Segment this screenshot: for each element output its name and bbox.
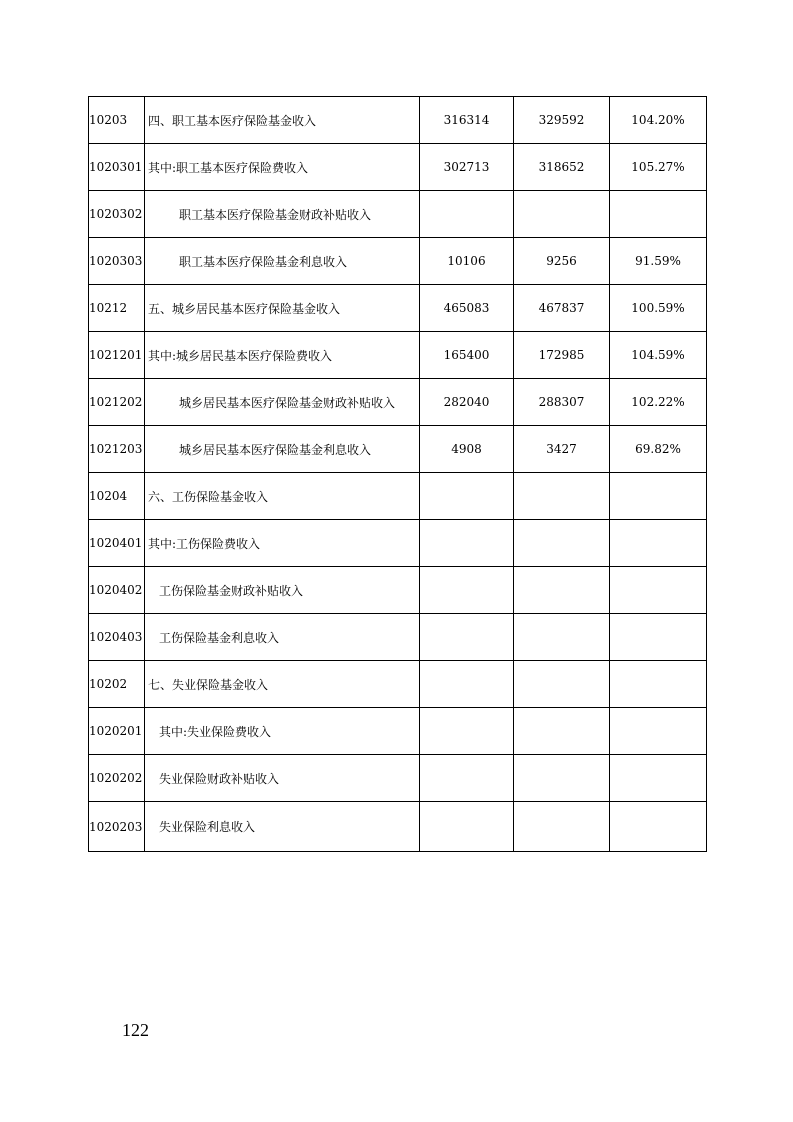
percent-cell [610, 520, 707, 567]
value-2-cell: 467837 [514, 285, 610, 332]
value-1-cell: 465083 [420, 285, 514, 332]
value-1-cell: 10106 [420, 238, 514, 285]
subject-name-cell: 工伤保险基金利息收入 [145, 614, 420, 661]
value-2-cell [514, 708, 610, 755]
value-1-cell [420, 802, 514, 852]
subject-code-cell: 1020301 [89, 144, 145, 191]
subject-name-cell: 职工基本医疗保险基金财政补贴收入 [145, 191, 420, 238]
subject-name-cell: 职工基本医疗保险基金利息收入 [145, 238, 420, 285]
subject-code-cell: 1020302 [89, 191, 145, 238]
value-2-cell: 318652 [514, 144, 610, 191]
table-row [89, 520, 707, 567]
value-1-cell [420, 708, 514, 755]
subject-name-cell: 五、城乡居民基本医疗保险基金收入 [145, 285, 420, 332]
value-2-cell [514, 614, 610, 661]
value-2-cell: 288307 [514, 379, 610, 426]
subject-code-cell: 1020203 [89, 802, 145, 852]
percent-cell [610, 708, 707, 755]
value-1-cell: 316314 [420, 97, 514, 144]
subject-code-cell: 10204 [89, 473, 145, 520]
percent-cell: 104.20% [610, 97, 707, 144]
value-1-cell [420, 191, 514, 238]
subject-code-cell: 10212 [89, 285, 145, 332]
subject-name-cell: 失业保险财政补贴收入 [145, 755, 420, 802]
subject-code-cell: 1020402 [89, 567, 145, 614]
page-number: 122 [122, 1020, 149, 1040]
table-row [89, 97, 707, 144]
subject-code-cell: 1020202 [89, 755, 145, 802]
value-1-cell [420, 520, 514, 567]
table-row [89, 567, 707, 614]
value-2-cell [514, 520, 610, 567]
percent-cell [610, 191, 707, 238]
percent-cell: 102.22% [610, 379, 707, 426]
subject-name-cell: 其中:城乡居民基本医疗保险费收入 [145, 332, 420, 379]
percent-cell: 69.82% [610, 426, 707, 473]
percent-cell [610, 755, 707, 802]
percent-cell [610, 567, 707, 614]
subject-code-cell: 1020403 [89, 614, 145, 661]
subject-name-cell: 其中:工伤保险费收入 [145, 520, 420, 567]
subject-name-cell: 失业保险利息收入 [145, 802, 420, 852]
subject-name-cell: 六、工伤保险基金收入 [145, 473, 420, 520]
table-row [89, 473, 707, 520]
subject-code-cell: 1020401 [89, 520, 145, 567]
table-row [89, 332, 707, 379]
percent-cell [610, 661, 707, 708]
value-2-cell: 9256 [514, 238, 610, 285]
value-1-cell: 282040 [420, 379, 514, 426]
value-1-cell [420, 567, 514, 614]
value-2-cell [514, 661, 610, 708]
table-row [89, 238, 707, 285]
percent-cell [610, 614, 707, 661]
table-row [89, 614, 707, 661]
value-2-cell [514, 755, 610, 802]
value-1-cell: 302713 [420, 144, 514, 191]
value-1-cell [420, 473, 514, 520]
value-2-cell: 329592 [514, 97, 610, 144]
value-1-cell [420, 661, 514, 708]
subject-name-cell: 其中:失业保险费收入 [145, 708, 420, 755]
value-2-cell: 3427 [514, 426, 610, 473]
value-1-cell: 165400 [420, 332, 514, 379]
table-row [89, 708, 707, 755]
subject-code-cell: 10203 [89, 97, 145, 144]
value-2-cell [514, 567, 610, 614]
table-body [89, 97, 707, 852]
table-row [89, 426, 707, 473]
subject-name-cell: 其中:职工基本医疗保险费收入 [145, 144, 420, 191]
value-2-cell [514, 191, 610, 238]
income-table [88, 96, 707, 852]
percent-cell: 91.59% [610, 238, 707, 285]
table-row [89, 661, 707, 708]
percent-cell [610, 802, 707, 852]
table-row [89, 755, 707, 802]
percent-cell: 100.59% [610, 285, 707, 332]
value-2-cell [514, 473, 610, 520]
subject-code-cell: 1021201 [89, 332, 145, 379]
value-2-cell [514, 802, 610, 852]
subject-code-cell: 1021202 [89, 379, 145, 426]
subject-name-cell: 城乡居民基本医疗保险基金财政补贴收入 [145, 379, 420, 426]
subject-code-cell: 10202 [89, 661, 145, 708]
subject-name-cell: 七、失业保险基金收入 [145, 661, 420, 708]
subject-code-cell: 1021203 [89, 426, 145, 473]
percent-cell [610, 473, 707, 520]
value-2-cell: 172985 [514, 332, 610, 379]
value-1-cell [420, 614, 514, 661]
table-row [89, 802, 707, 852]
subject-code-cell: 1020201 [89, 708, 145, 755]
percent-cell: 105.27% [610, 144, 707, 191]
subject-code-cell: 1020303 [89, 238, 145, 285]
percent-cell: 104.59% [610, 332, 707, 379]
table-row [89, 379, 707, 426]
table-row [89, 144, 707, 191]
value-1-cell [420, 755, 514, 802]
table-row [89, 191, 707, 238]
table-row [89, 285, 707, 332]
subject-name-cell: 城乡居民基本医疗保险基金利息收入 [145, 426, 420, 473]
value-1-cell: 4908 [420, 426, 514, 473]
subject-name-cell: 工伤保险基金财政补贴收入 [145, 567, 420, 614]
subject-name-cell: 四、职工基本医疗保险基金收入 [145, 97, 420, 144]
